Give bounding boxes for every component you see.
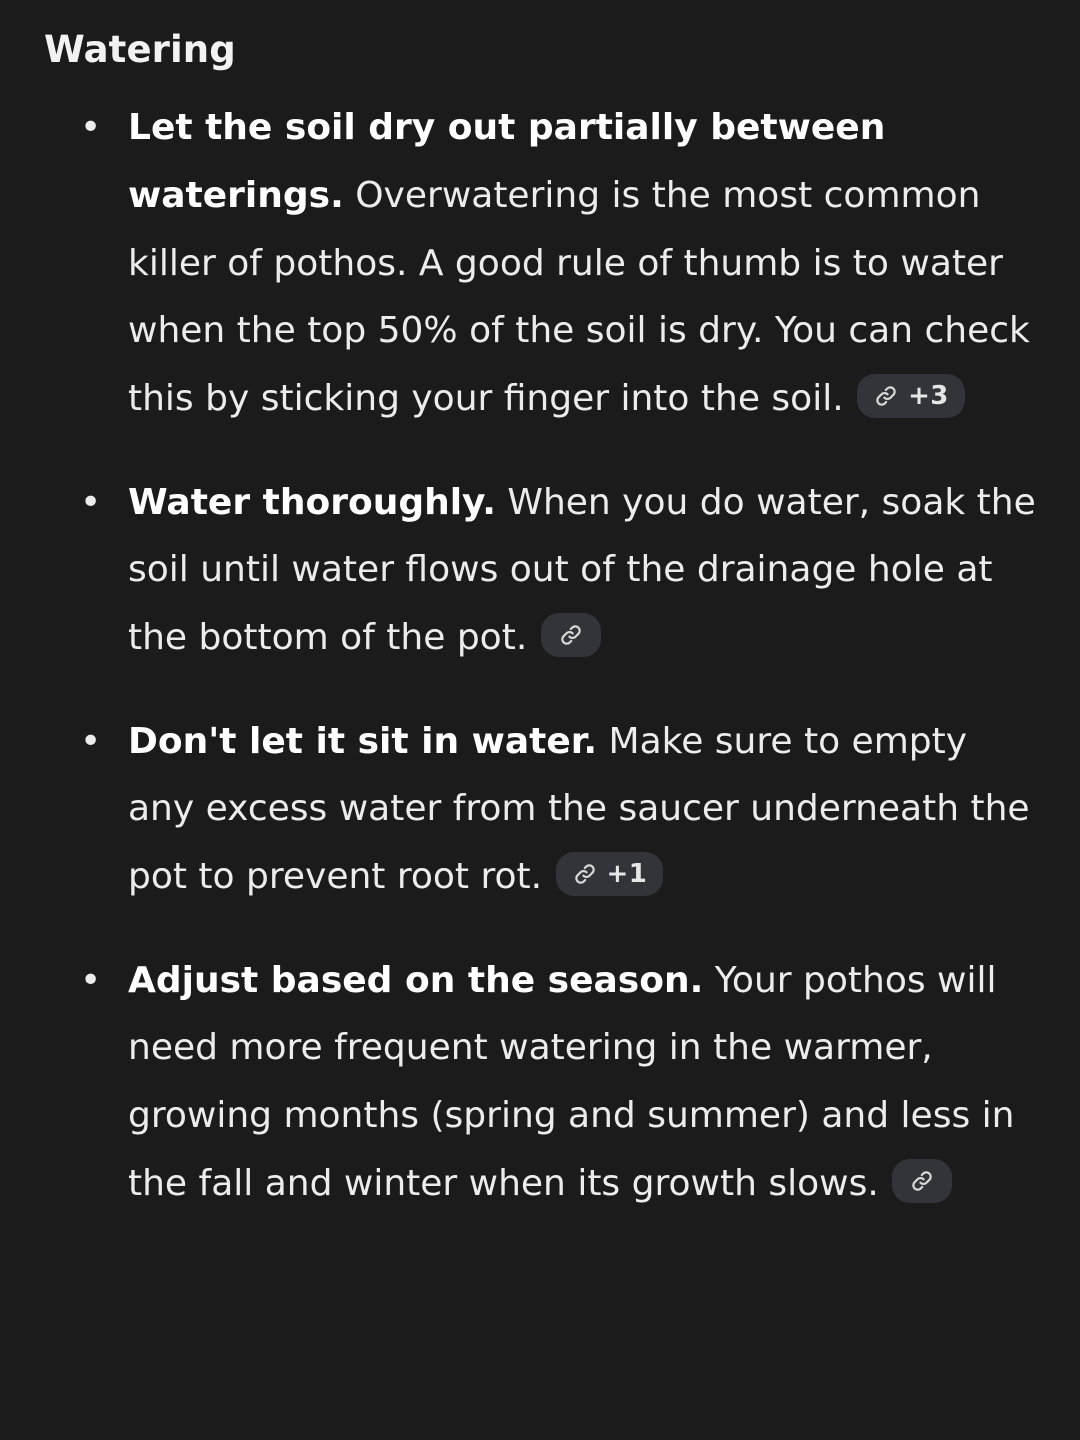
list-item-lead: Water thoroughly. — [128, 481, 496, 523]
list-item-body: Make sure to empty any excess water from the saucer underneath the pot to prevent root rot. — [128, 720, 1030, 898]
list-item-lead: Don't let it sit in water. — [128, 720, 598, 762]
list-item — [44, 708, 1036, 911]
citation-chip[interactable] — [556, 852, 664, 896]
link-icon — [873, 383, 899, 409]
list-item-body: Overwatering is the most common killer of pothos. A good rule of thumb is to water when the top 50% of the soil is dry. You can check this by sticking your finger into the soil. — [128, 175, 1030, 420]
list-item — [44, 94, 1036, 432]
citation-count: +1 — [606, 859, 648, 890]
list-item-body: When you do water, soak the soil until water flows out of the drainage hole at the bottom of the pot. — [128, 481, 1036, 659]
citation-count: +3 — [908, 381, 949, 412]
citation-chip[interactable] — [857, 374, 965, 418]
link-icon — [558, 622, 584, 648]
citation-chip[interactable] — [541, 613, 601, 657]
watering-tips-list — [44, 94, 1036, 1217]
list-item — [44, 947, 1036, 1218]
page-title: Watering — [44, 28, 236, 71]
list-item — [44, 469, 1036, 672]
citation-chip[interactable] — [892, 1159, 952, 1203]
list-item-lead: Adjust based on the season. — [128, 959, 704, 1001]
list-item-body: Your pothos will need more frequent watering in the warmer, growing months (spring and summer) and less in the fall and winter when its growth slows. — [128, 959, 1015, 1204]
link-icon — [909, 1168, 935, 1194]
list-item-lead: Let the soil dry out partially between waterings. — [128, 107, 886, 217]
link-icon — [572, 861, 598, 887]
